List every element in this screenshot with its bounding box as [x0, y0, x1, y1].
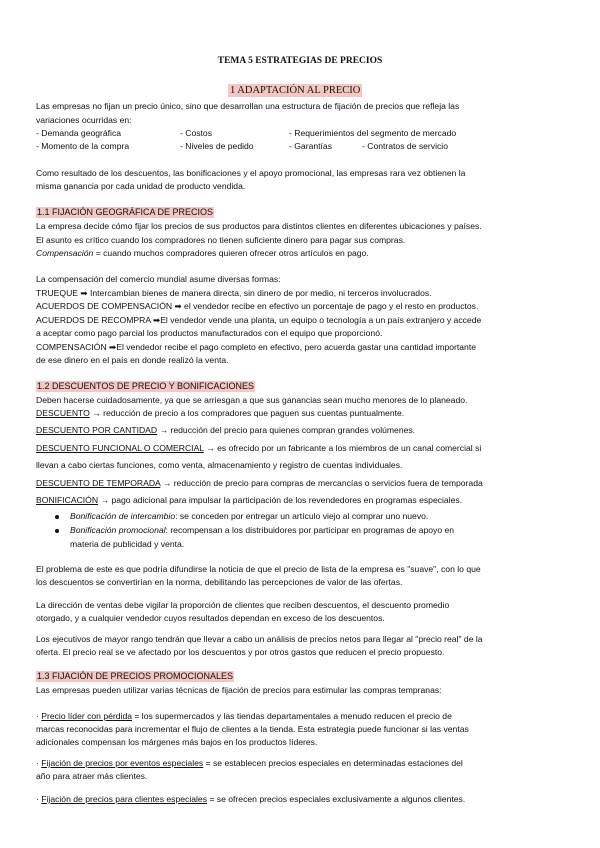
discount-text: → reducción de precio a los compradores que paguen sus cuentas puntualmente.: [89, 408, 405, 418]
discount-definition: [36, 443, 481, 454]
discount-term: BONIFICACIÓN: [36, 495, 99, 505]
bonus-bullet-item: [70, 525, 454, 536]
bullet-icon: [55, 529, 59, 533]
section-1-2-paragraph-line: La dirección de ventas debe vigilar la proporción de clientes que reciben descuentos, el descuento promedio: [36, 600, 450, 610]
promo-item-term: Precio líder con pérdida: [41, 711, 133, 721]
section-1-result-line: misma ganancia por cada unidad de producto vendida.: [36, 181, 246, 191]
bonus-text: : recompensan a los distribuidores por participar en programas de apoyo en: [165, 525, 455, 535]
bonus-bullet-item: [70, 511, 428, 522]
promo-item-line: año para atraer más clientes.: [36, 771, 148, 781]
promo-item-term: Fijación de precios por eventos especiales: [41, 758, 204, 768]
bonus-bullet-cont: materia de publicidad y venta.: [70, 539, 185, 549]
section-1-1-line: La empresa decide cómo fijar los precios de sus productos para distintos clientes en diferentes ubicaciones y países.: [36, 221, 482, 231]
compensation-form-line: ACUERDOS DE COMPENSACIÓN ➡ el vendedor recibe en efectivo un porcentaje de pago y el resto en productos.: [36, 301, 479, 311]
discount-term: DESCUENTO POR CANTIDAD: [36, 425, 158, 435]
bonus-term: Bonificación promocional: [70, 525, 166, 535]
bonus-text: : se conceden por entregar un artículo viejo al comprar uno nuevo.: [175, 511, 429, 521]
promo-item-text: = se ofrecen precios especiales exclusivamente a algunos clientes.: [207, 794, 466, 804]
section-1-intro-line: Las empresas no fijan un precio único, sino que desarrollan una estructura de fijación de precios que refleja las: [36, 101, 460, 111]
variation-item: - Niveles de pedido: [180, 141, 254, 151]
section-1-result-line: Como resultado de los descuentos, las bonificaciones y el apoyo promocional, las empresas rara vez obtienen la: [36, 168, 466, 178]
section-1-2-heading: 1.2 DESCUENTOS DE PRECIO Y BONIFICACIONES: [37, 381, 255, 391]
section-1-2-intro: Deben hacerse cuidadosamente, ya que se arriesgan a que sus ganancias sean mucho menores de lo planeado.: [36, 395, 468, 405]
promo-item-prefix: ·: [36, 794, 42, 804]
section-1-2-paragraph-line: los descuentos se convertirían en la norma, debilitando las percepciones de valor de las ofertas.: [36, 577, 403, 587]
variation-item: - Momento de la compra: [36, 141, 130, 151]
variation-item: - Demanda geográfica: [36, 128, 122, 138]
promo-item-line: [36, 711, 452, 722]
document-title: TEMA 5 ESTRATEGIAS DE PRECIOS: [217, 56, 383, 66]
discount-text: llevan a cabo ciertas funciones, como venta, almacenamiento y registro de cuentas individuales.: [36, 460, 403, 470]
discount-text: → reducción de precio para compras de mercancías o servicios fuera de temporada: [160, 478, 483, 488]
promo-item-term: Fijación de precios para clientes especiales: [41, 794, 208, 804]
promo-item-line: adicionales compensan los márgenes más bajos en los productos líderes.: [36, 737, 318, 747]
compensation-form-line: TRUEQUE ➡ Intercambian bienes de manera directa, sin dinero de por medio, ni terceros involucrados.: [36, 288, 432, 298]
compensation-form-line: ACUERDOS DE RECOMPRA ➡El vendedor vende una planta, un equipo o tecnología a un país extranjero y accede: [36, 315, 482, 325]
section-1-3-intro: Las empresas pueden utilizar varias técnicas de fijación de precios para estimular las compras tempranas:: [36, 685, 442, 695]
discount-text: → es ofrecido por un fabricante a los miembros de un canal comercial si: [203, 443, 482, 453]
bonus-term: Bonificación de intercambio: [70, 511, 176, 521]
compensation-form-line: COMPENSACIÓN ➡El vendedor recibe el pago completo en efectivo, pero acuerda gastar una cantidad importante: [36, 342, 476, 352]
section-1-intro-line: variaciones ocurridas en:: [36, 115, 132, 125]
section-1-1-line: El asunto es crítico cuando los compradores no tienen suficiente dinero para pagar sus compras.: [36, 235, 406, 245]
promo-item-line: [36, 758, 463, 769]
promo-item-prefix: ·: [36, 711, 42, 721]
discount-text: → pago adicional para impulsar la participación de los revendedores en programas especiales.: [98, 495, 463, 505]
discount-text: → reducción del precio para quienes compran grandes volúmenes.: [157, 425, 416, 435]
promo-item-line: marcas reconocidas para incrementar el flujo de clientes a la tienda. Esta estrategia puede funcionar si las ventas: [36, 724, 469, 734]
variation-item: - Contratos de servicio: [362, 141, 448, 151]
discount-definition-cont: [36, 460, 402, 471]
compensacion-term: Compensación: [36, 248, 94, 258]
promo-item-text: = los supermercados y las tiendas departamentales a menudo reducen el precio de: [132, 711, 452, 721]
discount-term: DESCUENTO FUNCIONAL O COMERCIAL: [36, 443, 204, 453]
compensation-form-line: de ese dinero en el país en donde realizó la venta.: [36, 355, 229, 365]
promo-item-line: [36, 794, 465, 805]
promo-item-prefix: ·: [36, 758, 42, 768]
compensation-form-line: a aceptar como pago parcial los productos manufacturados con el equipo que proporcionó.: [36, 328, 383, 338]
section-1-3-heading: 1.3 FIJACIÓN DE PRECIOS PROMOCIONALES: [37, 671, 234, 681]
section-1-1-heading: 1.1 FIJACIÓN GEOGRÁFICA DE PRECIOS: [37, 207, 214, 217]
section-1-2-paragraph-line: Los ejecutivos de mayor rango tendrán que llevar a cabo un análisis de precios netos para llegar al "precio real" de la: [36, 634, 483, 644]
discount-term: DESCUENTO: [36, 408, 90, 418]
variation-item: - Costos: [180, 128, 212, 138]
discount-definition: [36, 425, 415, 436]
discount-definition: [36, 408, 404, 419]
compensation-forms-intro: La compensación del comercio mundial asume diversas formas:: [36, 274, 281, 284]
discount-definition: [36, 495, 462, 506]
variation-item: - Requerimientos del segmento de mercado: [289, 128, 457, 138]
section-1-2-paragraph-line: oferta. El precio real se ve afectado por los descuentos y por otros gastos que reducen el precio propuesto.: [36, 647, 445, 657]
section-1-2-paragraph-line: otorgado, y a cualquier vendedor cuyos resultados dependan en exceso de los descuentos.: [36, 613, 385, 623]
promo-item-text: = se establecen precios especiales en determinadas estaciones del: [203, 758, 463, 768]
section-1-2-paragraph-line: El problema de este es que podría difundirse la noticia de que el precio de lista de la empresa es "suave", con lo que: [36, 564, 481, 574]
compensacion-text: = cuando muchos compradores quieren ofrecer otros artículos en pago.: [93, 248, 369, 258]
discount-definition: [36, 478, 483, 489]
section-1-heading: 1 ADAPTACIÓN AL PRECIO: [230, 85, 361, 96]
discount-term: DESCUENTO DE TEMPORADA: [36, 478, 161, 488]
variation-item: - Garantías: [289, 141, 332, 151]
compensacion-definition: [36, 248, 369, 259]
bullet-icon: [55, 515, 59, 519]
